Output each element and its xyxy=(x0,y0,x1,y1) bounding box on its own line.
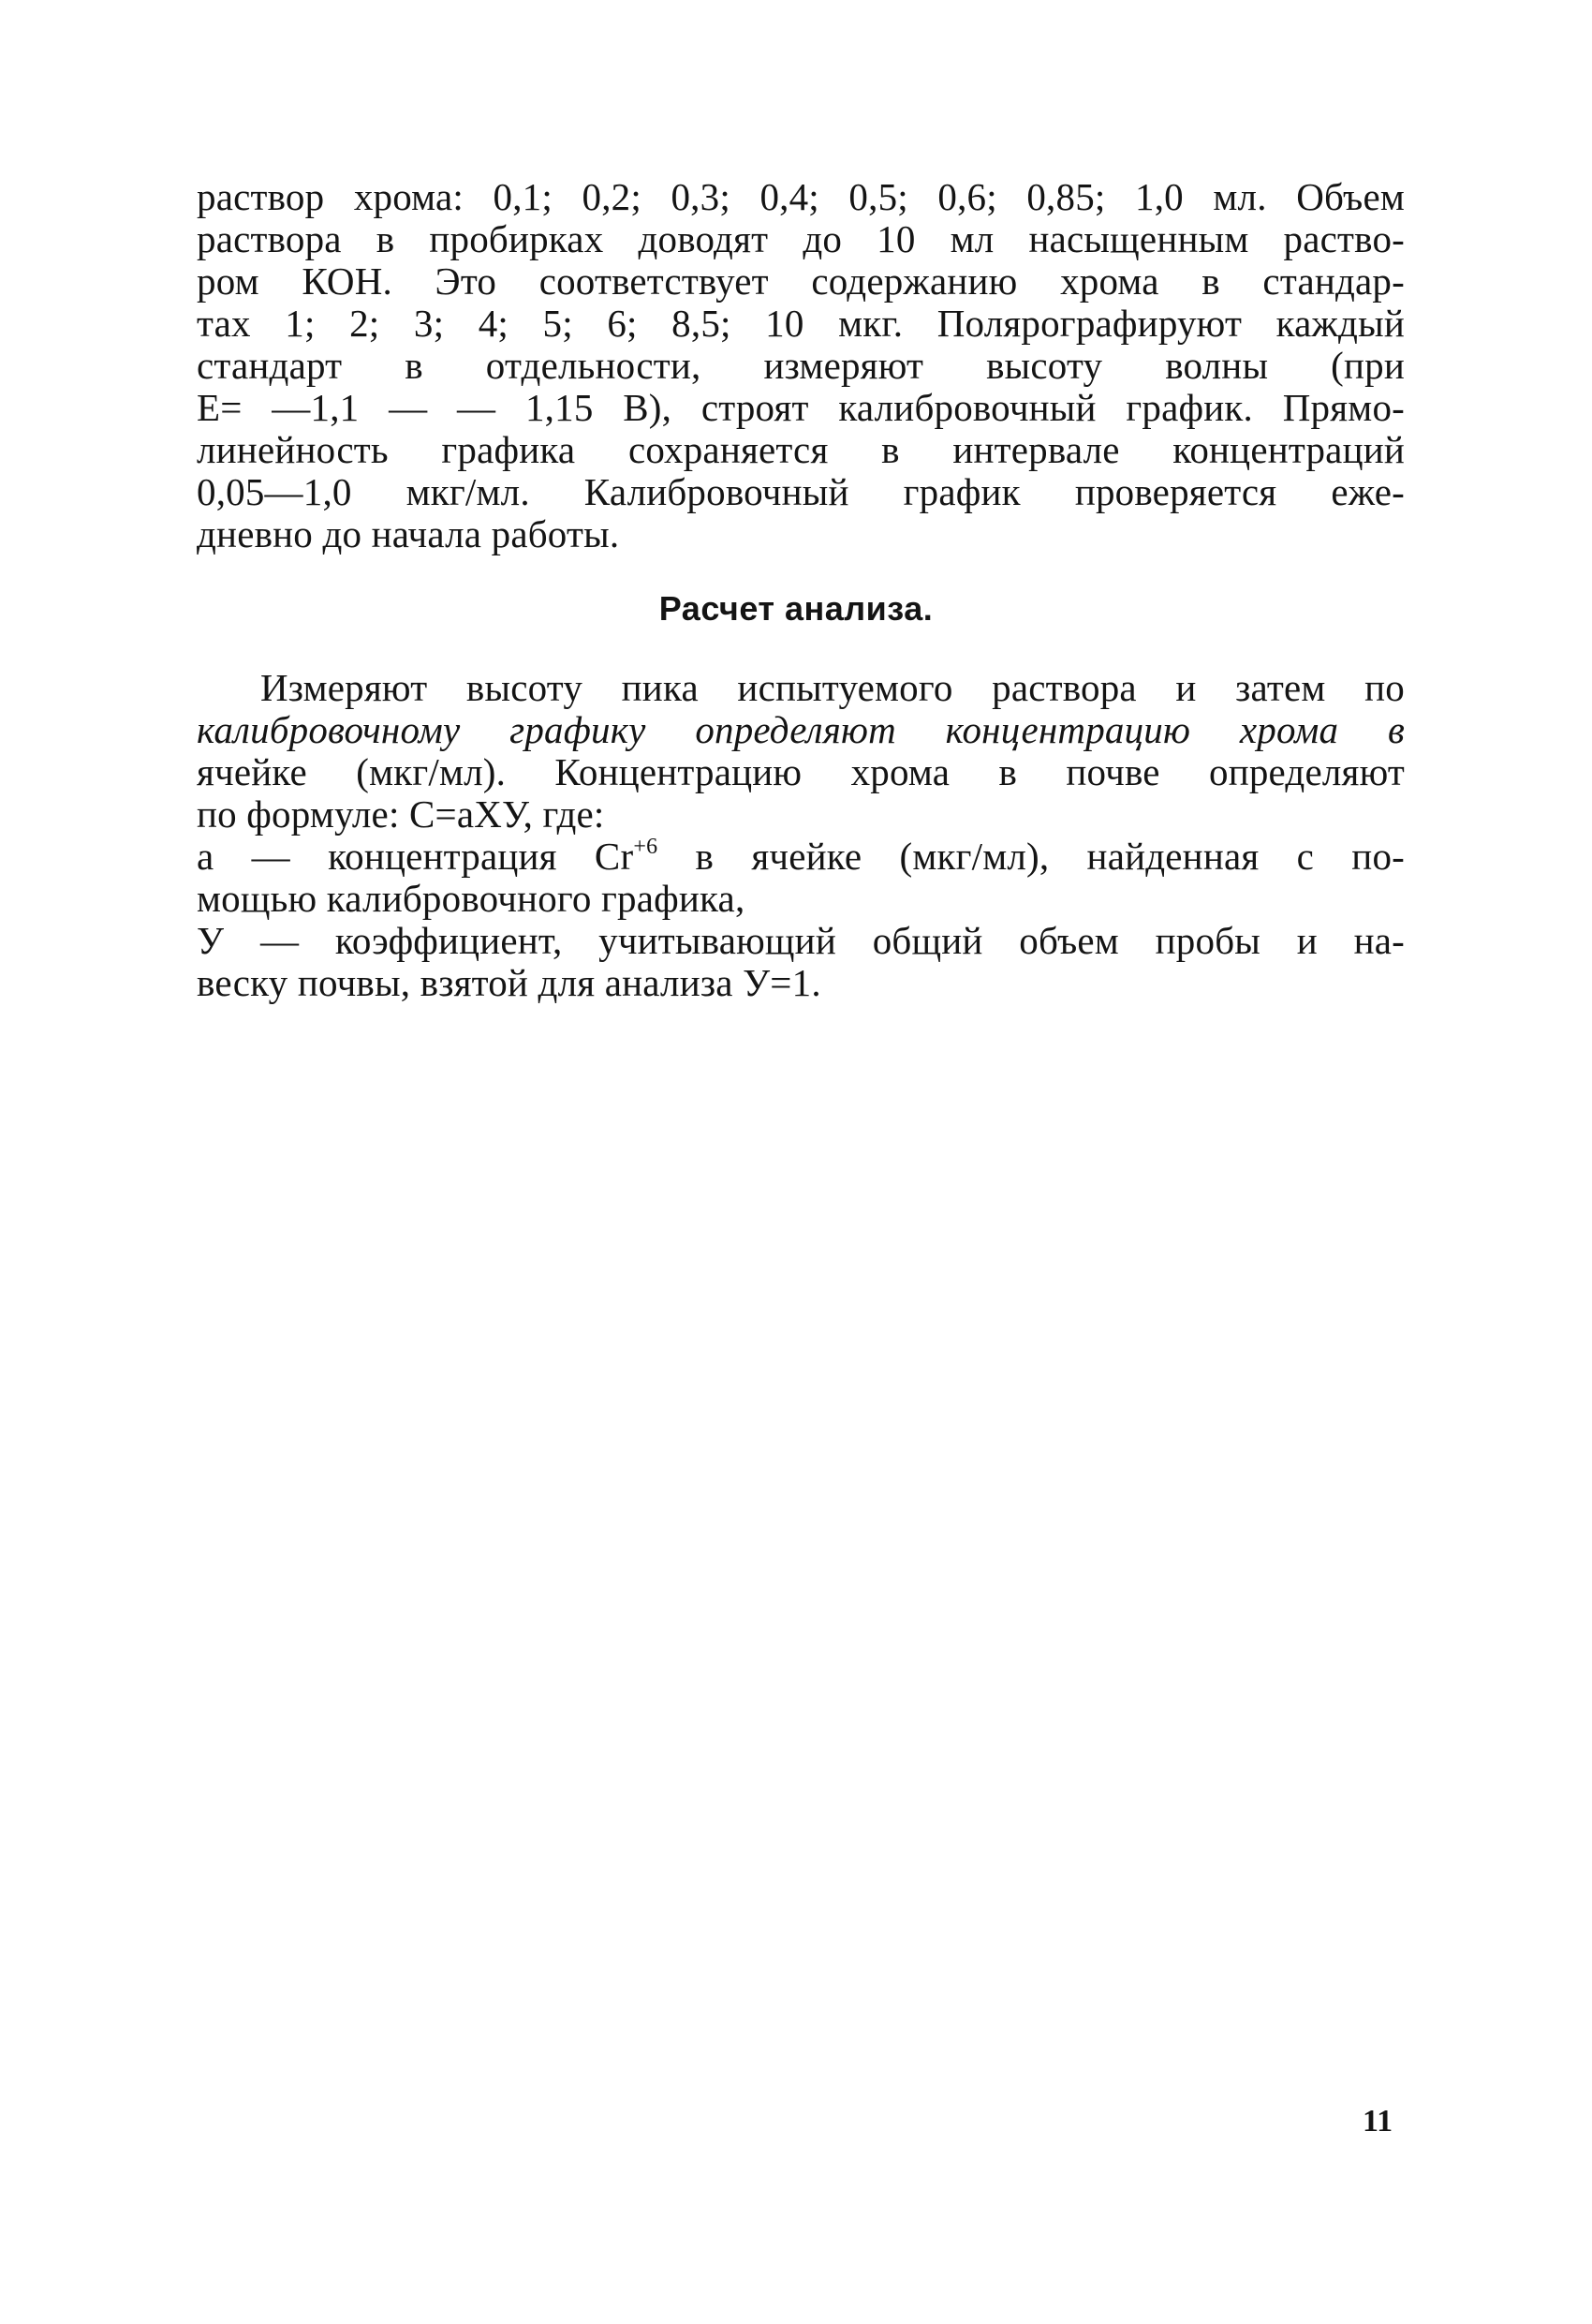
superscript-charge: +6 xyxy=(633,835,658,860)
text-line: Измеряют высоту пика испытуемого раствора и затем по xyxy=(260,666,1405,709)
text-line: раствора в пробирках доводят до 10 мл насыщенным раство- xyxy=(197,217,1405,260)
text-line: мощью калибровочного графика, xyxy=(197,877,745,920)
text-line: ром КОН. Это соответствует содержанию хрома в стандар- xyxy=(197,259,1405,303)
text-line: калибровочному графику определяют концентрацию хрома в xyxy=(197,708,1405,751)
definition-text: в ячейке (мкг/мл), найденная с по- xyxy=(657,835,1405,878)
calibration-paragraph xyxy=(197,176,1405,555)
text-line: по формуле: С=аХУ, где: xyxy=(197,792,605,836)
text-line: тах 1; 2; 3; 4; 5; 6; 8,5; 10 мкг. Полярографируют каждый xyxy=(197,302,1405,345)
section-heading: Расчет анализа. xyxy=(658,589,934,628)
definition-text: а — концентрация Cr xyxy=(197,835,634,878)
formula-definition-y: У — коэффициент, учитывающий общий объем пробы и на- xyxy=(197,919,1405,962)
text-line: ячейке (мкг/мл). Концентрацию хрома в почве определяют xyxy=(197,750,1405,793)
text-line: Е= —1,1 — — 1,15 В), строят калибровочный график. Прямо- xyxy=(197,386,1405,429)
text-line: 0,05—1,0 мкг/мл. Калибровочный график проверяется еже- xyxy=(197,470,1405,513)
text-line: линейность графика сохраняется в интервале концентраций xyxy=(197,428,1405,471)
text-line: веску почвы, взятой для анализа У=1. xyxy=(197,961,821,1004)
analysis-paragraph xyxy=(197,667,1405,1004)
text-line: раствор хрома: 0,1; 0,2; 0,3; 0,4; 0,5; 0,6; 0,85; 1,0 мл. Объем xyxy=(197,175,1405,218)
formula-definition-a xyxy=(197,836,1405,878)
text-line: дневно до начала работы. xyxy=(197,512,620,555)
text-line: стандарт в отдельности, измеряют высоту волны (при xyxy=(197,344,1405,387)
page-number: 11 xyxy=(1363,2104,1393,2139)
